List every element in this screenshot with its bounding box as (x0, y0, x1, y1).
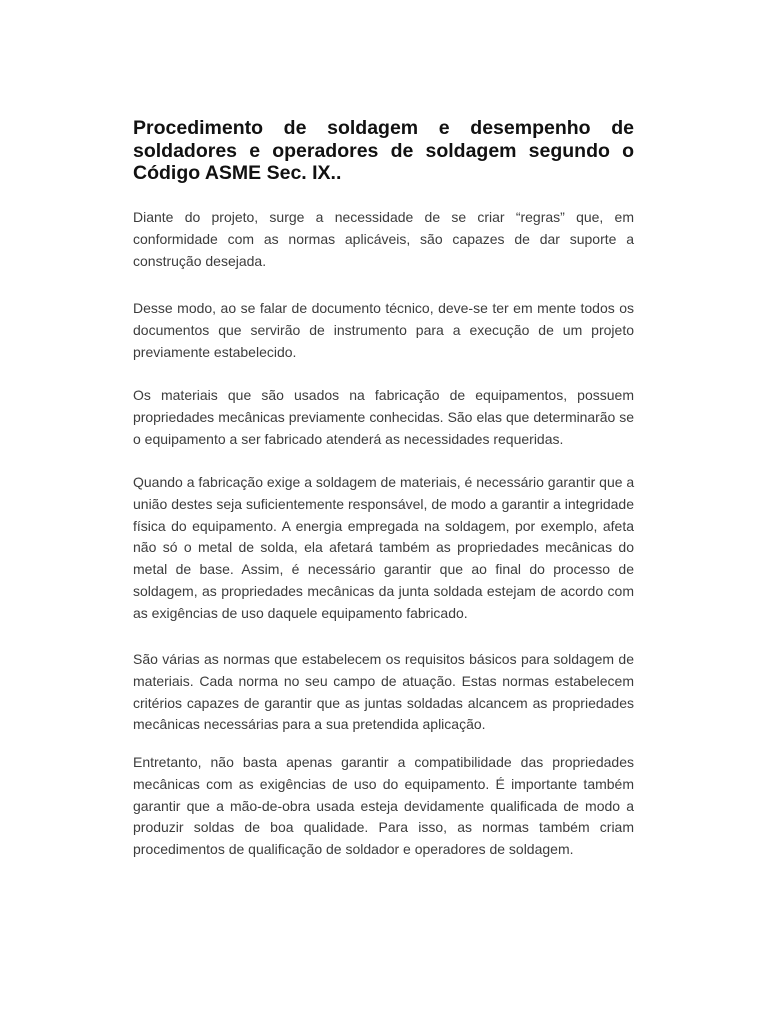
paragraph (133, 207, 634, 272)
paragraph-line: procedimentos de qualificação de soldador e operadores de soldagem. (133, 841, 574, 858)
paragraph-line: garantir que a mão-de-obra usada esteja devidamente qualificada de modo a (133, 797, 634, 814)
paragraph-line: metal de base. Assim, é necessário garantir que ao final do processo de (133, 561, 634, 578)
paragraph-line: física do equipamento. A energia empregada na soldagem, por exemplo, afeta (133, 517, 634, 534)
paragraph-line: documentos que servirão de instrumento para a execução de um projeto (133, 321, 634, 338)
paragraph-line: soldagem, as propriedades mecânicas da junta soldada estejam de acordo com (133, 582, 634, 599)
paragraph-line: propriedades mecânicas previamente conhecidas. São elas que determinarão se (133, 408, 634, 425)
paragraph-line: Entretanto, não basta apenas garantir a compatibilidade das propriedades (133, 754, 634, 770)
paragraph-line: São várias as normas que estabelecem os requisitos básicos para soldagem de (133, 651, 634, 667)
paragraph-line: critérios capazes de garantir que as juntas soldadas alcancem as propriedades (133, 694, 634, 711)
paragraph-line: construção desejada. (133, 252, 267, 269)
paragraph-line: não só o metal de solda, ela afetará também as propriedades mecânicas do (133, 539, 634, 556)
paragraph-line: o equipamento a ser fabricado atenderá as necessidades requeridas. (133, 430, 564, 447)
paragraph-line: Quando a fabricação exige a soldagem de materiais, é necessário garantir que a (133, 474, 635, 490)
paragraph-line: mecânicas com as exigências de uso do equipamento. É importante também (133, 775, 634, 792)
paragraph-line: Diante do projeto, surge a necessidade de se criar “regras” que, em (133, 209, 634, 225)
title-line: Código ASME Sec. IX.. (133, 162, 342, 184)
paragraph-line: as exigências de uso daquele equipamento fabricado. (133, 604, 468, 621)
paragraph (133, 649, 634, 736)
paragraph-line: Desse modo, ao se falar de documento técnico, deve-se ter em mente todos os (133, 300, 634, 316)
paragraph (133, 472, 634, 625)
paragraph-line: previamente estabelecido. (133, 343, 297, 360)
paragraph-line: Os materiais que são usados na fabricação de equipamentos, possuem (133, 387, 634, 403)
paragraph-line: produzir soldas de boa qualidade. Para isso, as normas também criam (133, 819, 634, 836)
document-title (133, 117, 634, 185)
paragraph (133, 385, 634, 450)
title-line: Procedimento de soldagem e desempenho de (133, 117, 634, 139)
paragraph (133, 298, 634, 363)
paragraph (133, 752, 634, 861)
title-line: soldadores e operadores de soldagem segundo o (133, 139, 634, 162)
paragraph-line: materiais. Cada norma no seu campo de atuação. Estas normas estabelecem (133, 672, 634, 689)
paragraph-line: união destes seja suficientemente responsável, de modo a garantir a integridade (133, 495, 634, 512)
paragraph-line: mecânicas necessárias para a sua pretendida aplicação. (133, 716, 486, 733)
paragraph-line: conformidade com as normas aplicáveis, são capazes de dar suporte a (133, 230, 634, 247)
